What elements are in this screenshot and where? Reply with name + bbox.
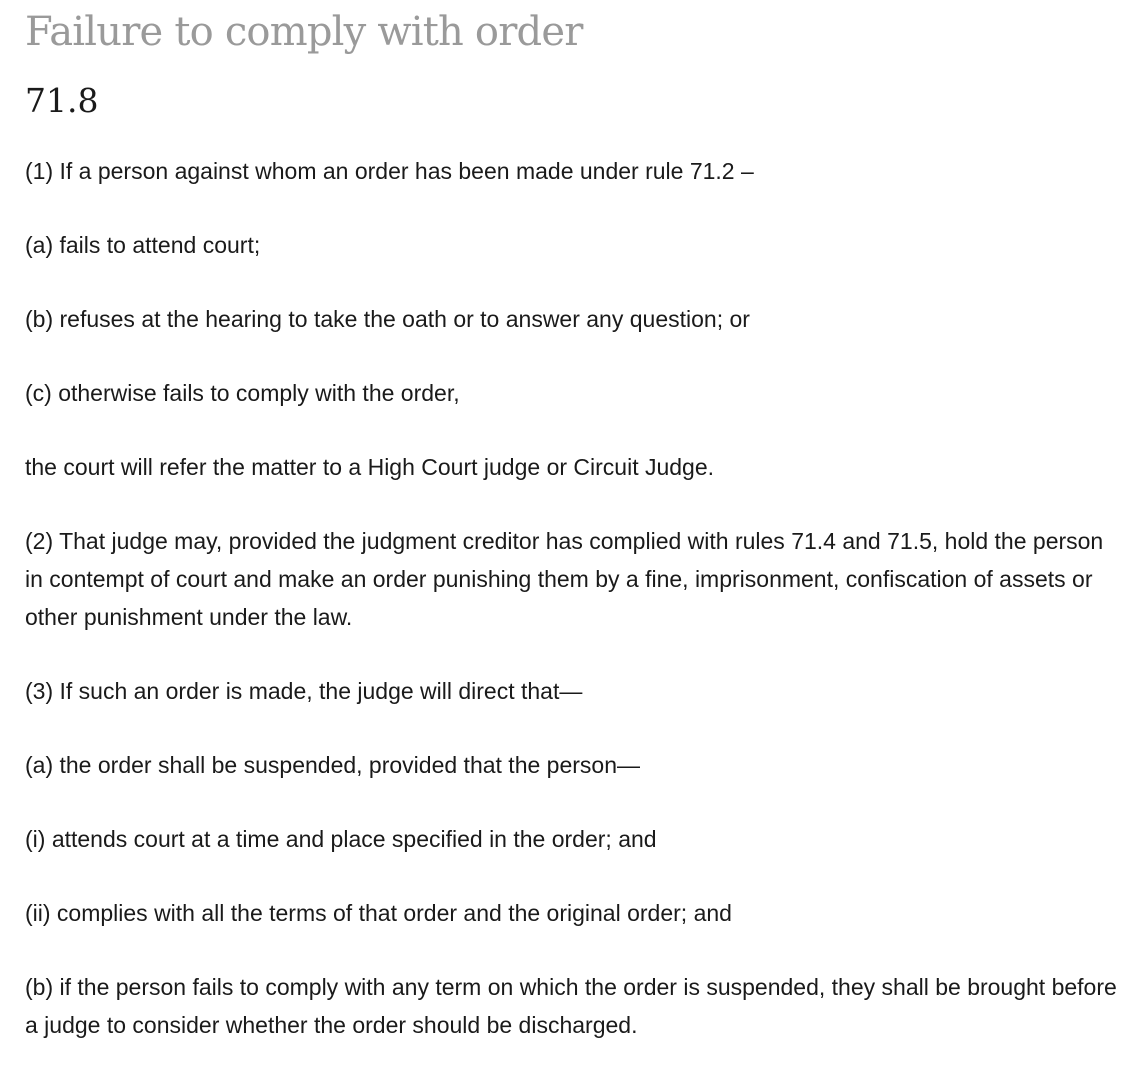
paragraph-1a: (a) fails to attend court; bbox=[25, 232, 261, 258]
paragraph-3b: (b) if the person fails to comply with any term on which the order is suspended, they shall be brought before a judge to consider whether the order should be discharged. bbox=[25, 974, 1117, 1038]
section-heading: Failure to comply with order bbox=[25, 9, 583, 55]
paragraph-1c: (c) otherwise fails to comply with the order, bbox=[25, 380, 460, 406]
paragraph-1: (1) If a person against whom an order has been made under rule 71.2 – bbox=[25, 158, 754, 184]
paragraph-1-conclusion: the court will refer the matter to a High Court judge or Circuit Judge. bbox=[25, 454, 715, 480]
paragraph-3: (3) If such an order is made, the judge will direct that— bbox=[25, 678, 583, 704]
paragraph-3a-ii: (ii) complies with all the terms of that order and the original order; and bbox=[25, 900, 732, 926]
paragraph-3a-i: (i) attends court at a time and place specified in the order; and bbox=[25, 826, 657, 852]
rule-body bbox=[25, 152, 1120, 1080]
paragraph-1b: (b) refuses at the hearing to take the oath or to answer any question; or bbox=[25, 306, 750, 332]
rule-number: 71.8 bbox=[25, 81, 99, 120]
paragraph-3a: (a) the order shall be suspended, provided that the person— bbox=[25, 752, 640, 778]
paragraph-2: (2) That judge may, provided the judgment creditor has complied with rules 71.4 and 71.5, hold the person in contempt of court and make an order punishing them by a fine, imprisonment, confiscation of assets or other punishment under the law. bbox=[25, 528, 1104, 630]
